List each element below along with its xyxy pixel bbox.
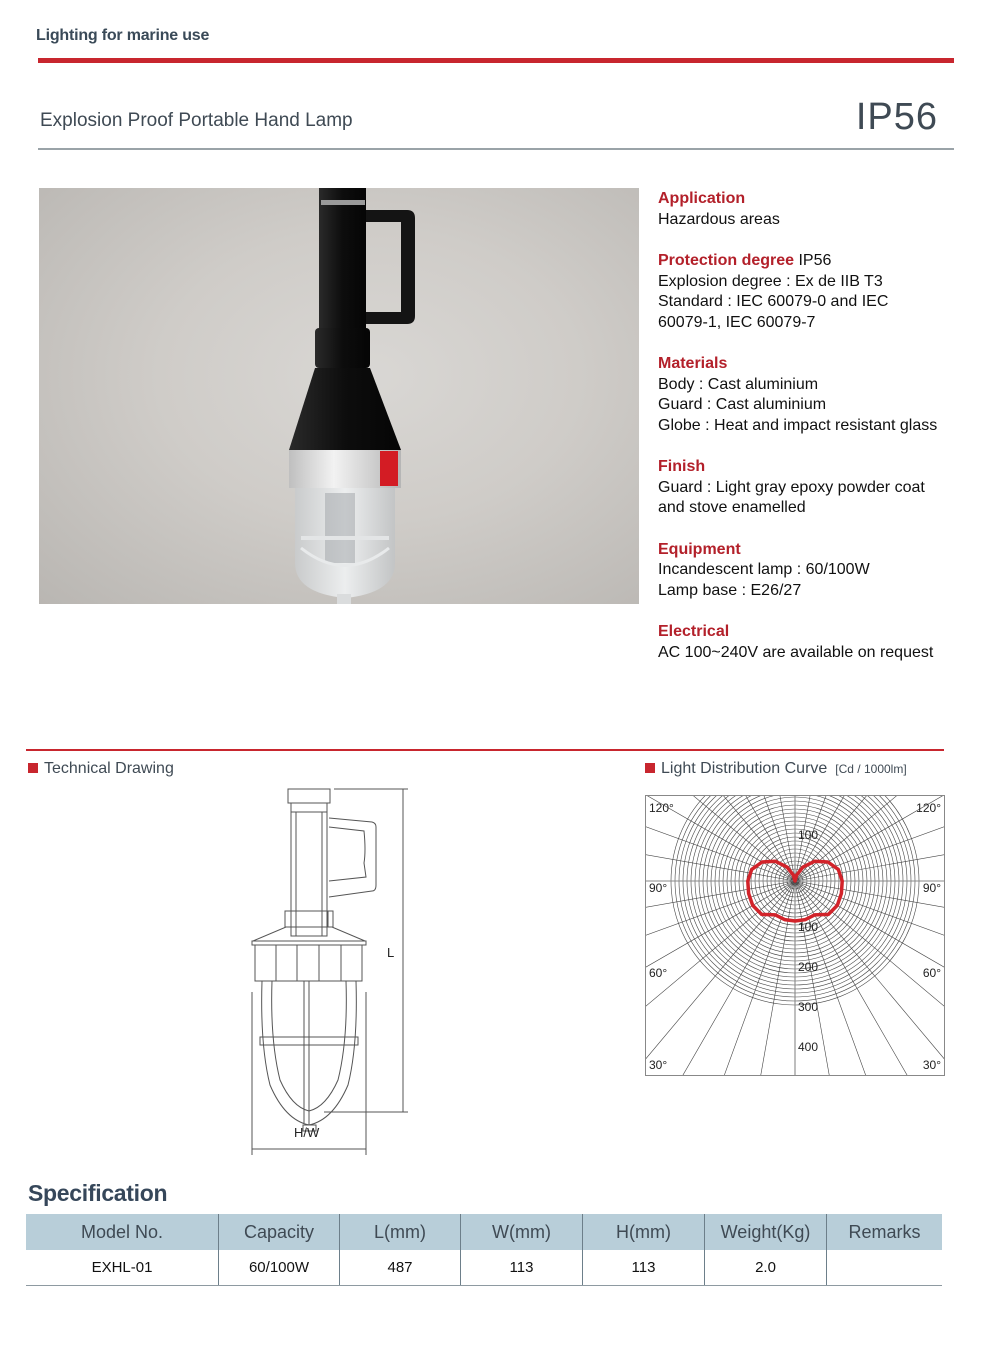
light-distribution-heading — [645, 760, 907, 778]
column-header: Weight(Kg) — [705, 1214, 827, 1250]
spec-heading: Finish — [658, 458, 706, 475]
technical-drawing-title: Technical Drawing — [44, 760, 174, 777]
column-header: L(mm) — [340, 1214, 461, 1250]
spec-list — [658, 189, 978, 684]
chart-title: Light Distribution Curve — [661, 760, 828, 777]
cell-width: 113 — [461, 1250, 583, 1286]
spec-line: Guard : Light gray epoxy powder coat — [658, 478, 925, 496]
section-red-rule — [26, 749, 944, 751]
technical-drawing — [240, 785, 420, 1160]
table-row — [26, 1250, 942, 1286]
spec-heading: Equipment — [658, 540, 741, 558]
product-photo — [39, 188, 639, 604]
spec-line: Lamp base : E26/27 — [658, 581, 802, 599]
angle-label-left: 60° — [649, 966, 668, 980]
angle-label-left: 30° — [649, 1058, 668, 1072]
spec-line: and stove enamelled — [658, 499, 806, 516]
spec-line: Hazardous areas — [658, 210, 780, 228]
spec-line: AC 100~240V are available on request — [658, 643, 934, 661]
angle-label-left: 90° — [649, 881, 668, 895]
spec-line: Standard : IEC 60079-0 and IEC — [658, 293, 889, 310]
spec-materials — [658, 354, 978, 436]
radial-label: 200 — [798, 960, 819, 974]
width-label: H/W — [294, 1125, 320, 1140]
table-header-row — [26, 1214, 942, 1250]
angle-label-right: 90° — [922, 881, 941, 895]
column-header: Remarks — [827, 1214, 943, 1250]
length-label: L — [387, 945, 395, 960]
spec-inline-value: IP56 — [794, 252, 832, 269]
section-category: Lighting for marine use — [36, 27, 210, 44]
angle-label-right: 120° — [916, 801, 941, 815]
spec-heading: Electrical — [658, 623, 730, 640]
cell-length: 487 — [340, 1250, 461, 1286]
ip-rating: IP56 — [855, 96, 938, 138]
red-square-icon — [28, 763, 38, 773]
radial-label: 300 — [798, 1000, 819, 1014]
column-header: H(mm) — [583, 1214, 705, 1250]
cell-weight: 2.0 — [705, 1250, 827, 1286]
column-header: W(mm) — [461, 1214, 583, 1250]
spec-equipment — [658, 540, 978, 602]
header-red-rule — [38, 58, 954, 63]
angle-label-right: 30° — [922, 1058, 941, 1072]
lamp-outline-drawing — [240, 785, 420, 1160]
radial-label: 100 — [798, 828, 819, 842]
spec-line: Incandescent lamp : 60/100W — [658, 561, 870, 578]
column-header: Capacity — [219, 1214, 340, 1250]
angle-label-left: 120° — [649, 801, 674, 815]
spec-line: Globe : Heat and impact resistant glass — [658, 416, 938, 434]
spec-line: 60079-1, IEC 60079-7 — [658, 313, 816, 331]
radial-label: 100 — [798, 920, 819, 934]
technical-drawing-heading — [28, 760, 174, 778]
spec-line: Guard : Cast aluminium — [658, 396, 827, 413]
specification-title: Specification — [28, 1180, 168, 1206]
angle-label-right: 60° — [922, 966, 941, 980]
spec-line: Explosion degree : Ex de IIB T3 — [658, 272, 883, 290]
product-title: Explosion Proof Portable Hand Lamp — [40, 110, 353, 131]
cell-remarks — [827, 1250, 943, 1286]
spec-heading: Materials — [658, 355, 728, 372]
column-header: Model No. — [26, 1214, 219, 1250]
specification-table — [26, 1214, 942, 1286]
spec-heading: Application — [658, 190, 746, 207]
spec-finish — [658, 457, 978, 519]
polar-chart-svg — [645, 795, 945, 1076]
spec-line: Body : Cast aluminium — [658, 375, 819, 393]
cell-capacity: 60/100W — [219, 1250, 340, 1286]
header-gray-rule — [38, 148, 954, 150]
radial-label: 400 — [798, 1040, 819, 1054]
light-distribution-chart — [645, 795, 945, 1076]
cell-height: 113 — [583, 1250, 705, 1286]
spec-application — [658, 189, 978, 230]
spec-heading: Protection degree — [658, 252, 795, 269]
spec-electrical — [658, 622, 978, 663]
spec-protection — [658, 251, 978, 333]
red-square-icon — [645, 763, 655, 773]
cell-model: EXHL-01 — [26, 1250, 219, 1286]
chart-unit: [Cd / 1000lm] — [835, 762, 907, 776]
hand-lamp-image — [39, 188, 639, 604]
